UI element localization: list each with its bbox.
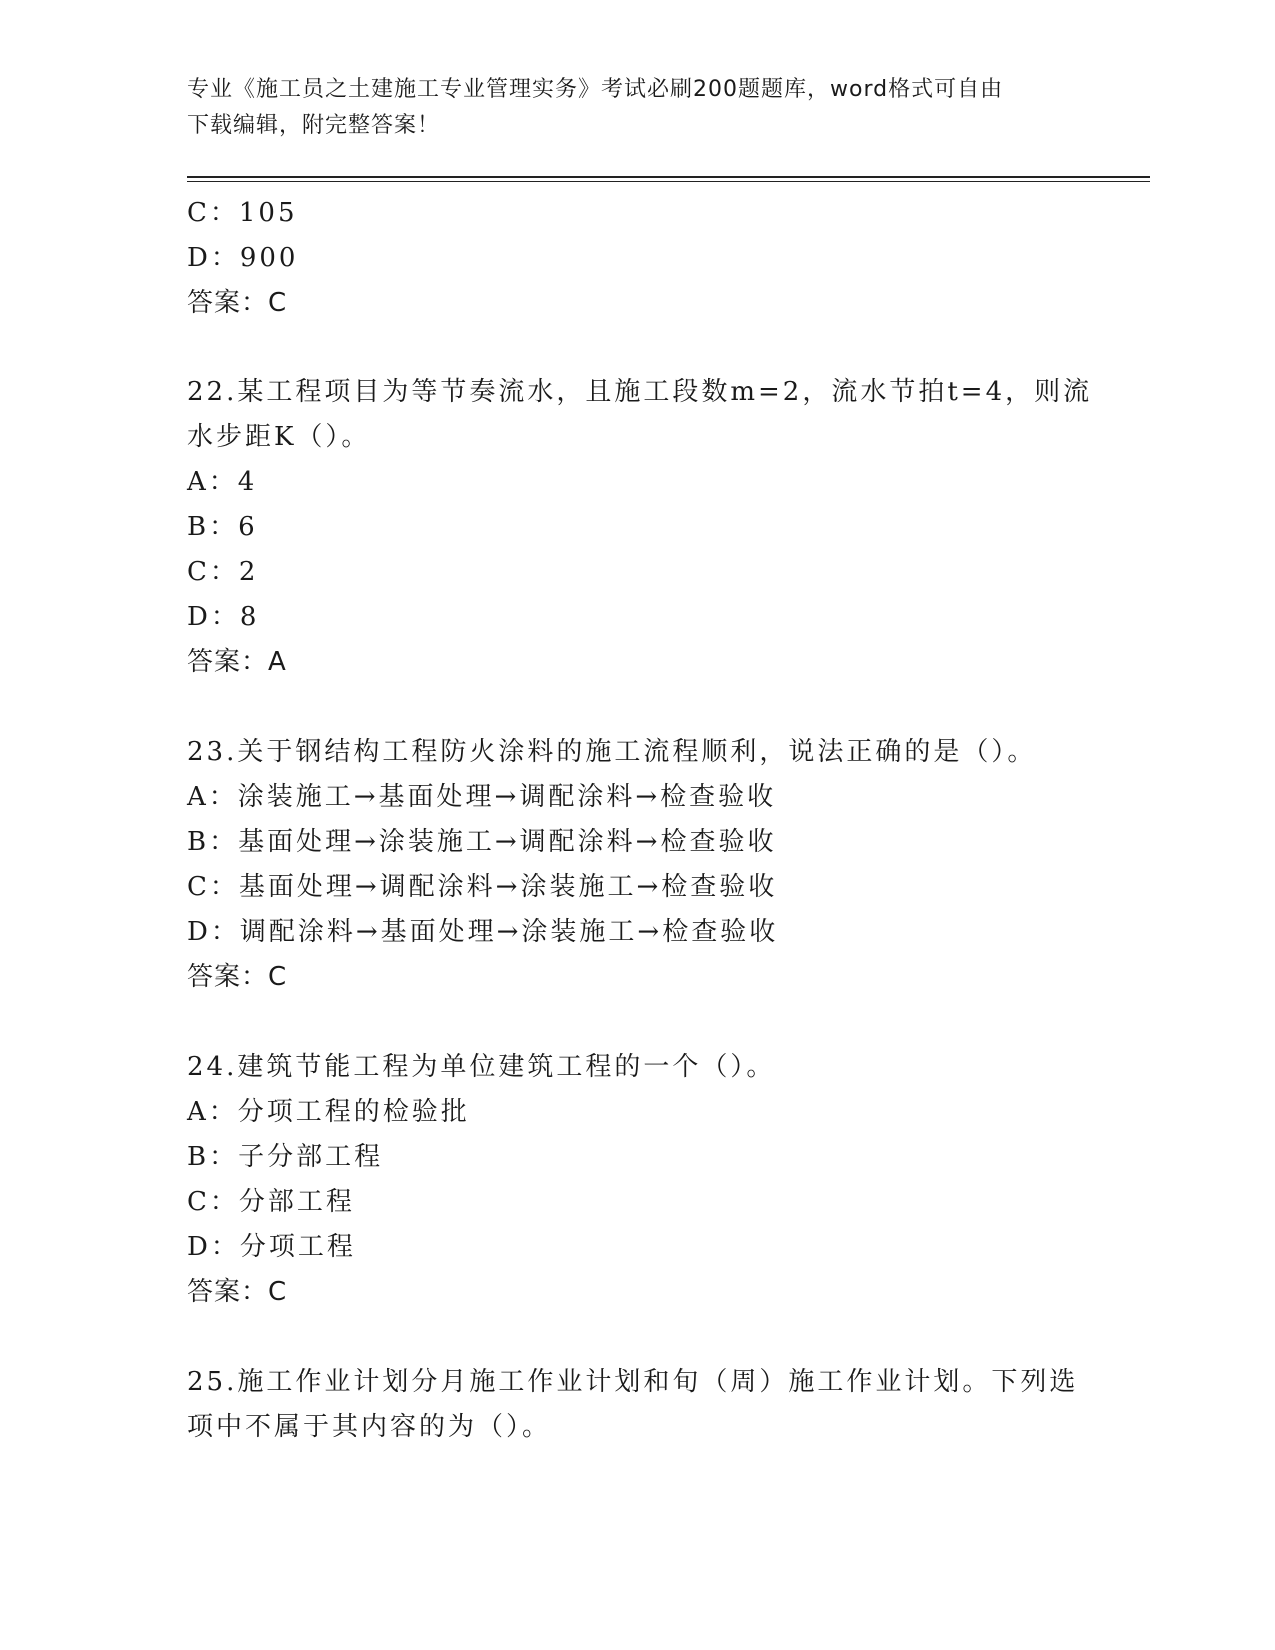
q21-option-c: C：105 (187, 198, 298, 228)
q24-option-d: D：分项工程 (187, 1232, 356, 1262)
header-line-2: 下载编辑，附完整答案！ (187, 113, 441, 138)
q22-option-d: D：8 (187, 602, 260, 632)
q25-stem-line-1: 25.施工作业计划分月施工作业计划和旬（周）施工作业计划。下列选 (187, 1367, 1079, 1397)
q24-answer: 答案：C (187, 1277, 288, 1307)
header-line-1: 专业《施工员之土建施工专业管理实务》考试必刷200题题库，word格式可自由 (187, 77, 1004, 102)
q22-stem-line-1: 22.某工程项目为等节奏流水，且施工段数m=2，流水节拍t=4，则流 (187, 377, 1093, 407)
q22-stem-line-2: 水步距K（）。 (187, 422, 371, 452)
q24-option-c: C：分部工程 (187, 1187, 355, 1217)
q22-answer: 答案：A (187, 647, 287, 677)
q23-option-d: D：调配涂料→基面处理→涂装施工→检查验收 (187, 917, 779, 947)
q25-stem-line-2: 项中不属于其内容的为（）。 (187, 1412, 552, 1442)
q23-answer: 答案：C (187, 962, 288, 992)
q24-option-b: B：子分部工程 (187, 1142, 384, 1172)
header-divider (187, 176, 1150, 178)
document-header (187, 72, 1087, 144)
q22-option-c: C：2 (187, 557, 259, 587)
q23-stem-line-1: 23.关于钢结构工程防火涂料的施工流程顺利，说法正确的是（）。 (187, 737, 1037, 767)
q21-answer: 答案：C (187, 288, 288, 318)
q22-option-a: A：4 (187, 467, 258, 497)
q23-option-a: A：涂装施工→基面处理→调配涂料→检查验收 (187, 782, 777, 812)
header-divider-thin (187, 181, 1150, 182)
q24-stem-line-1: 24.建筑节能工程为单位建筑工程的一个（）。 (187, 1052, 776, 1082)
q24-option-a: A：分项工程的检验批 (187, 1097, 470, 1127)
q23-option-b: B：基面处理→涂装施工→调配涂料→检查验收 (187, 827, 777, 857)
q23-option-c: C：基面处理→调配涂料→涂装施工→检查验收 (187, 872, 778, 902)
q22-option-b: B：6 (187, 512, 258, 542)
q21-option-d: D：900 (187, 243, 299, 273)
